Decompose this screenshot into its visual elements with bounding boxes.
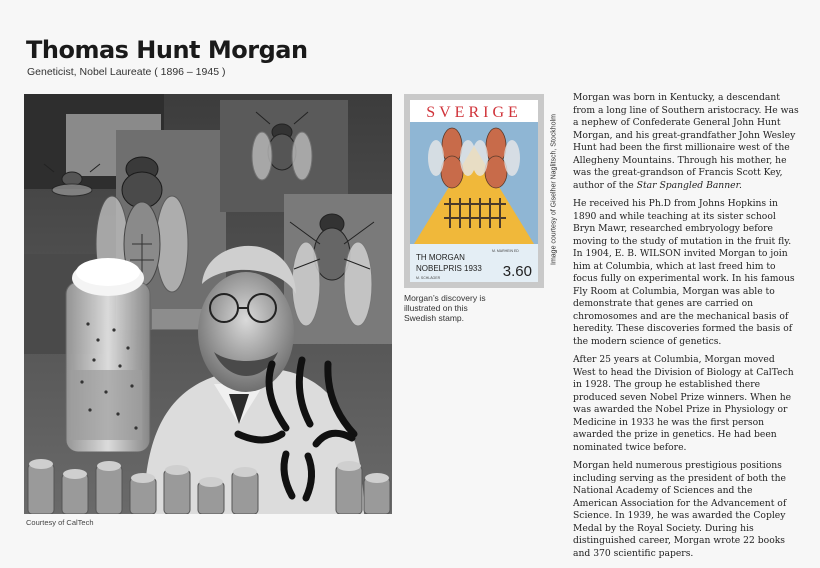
stamp-engraver: M. SCHLÄGER — [416, 276, 441, 280]
stamp-value: 3.60 — [502, 263, 532, 280]
bio-paragraph-3: After 25 years at Columbia, Morgan moved West to head the Division of Biology at CalTech in 1928. The group he established there produced seven Nobel Prize winners. When he was awarded the Nobel Prize in Physiology or Medicine in 1933 he was the first person awarded the prize in genetics. He had been nominated twice before. — [573, 354, 794, 453]
stamp-name: TH MORGAN — [416, 253, 465, 262]
page-title: Thomas Hunt Morgan — [26, 36, 308, 64]
image-credit: Courtesy of CalTech — [26, 518, 94, 527]
stamp-credit — [550, 90, 559, 290]
stamp-caption: Morgan’s discovery is illustrated on this Swedish stamp. — [404, 293, 486, 323]
stamp-designer: M. MARHEIN ED — [492, 249, 519, 253]
bio-paragraph-4: Morgan held numerous prestigious positions including serving as the president of both the National Academy of Sciences and the American Association for the Advancement of Science. In 1939, he was awarded the Copley Medal by the Royal Society. During his distinguished career, Morgan wrote 22 books and 370 scientific papers. — [573, 460, 787, 559]
bio-paragraph-1-emphasis: Star Spangled Banner. — [636, 179, 742, 191]
stamp-country: SVERIGE — [426, 104, 522, 121]
morgan-portrait-image — [24, 94, 392, 514]
stamp-year-line: NOBELPRIS 1933 — [416, 264, 482, 273]
bio-paragraph-1-text: Morgan was born in Kentucky, a descendant from a long line of Southern aristocracy. He was a nephew of Confederate General John Hunt Morgan, and his great-grandfather John Wesley Hunt had been the first millionaire west of the Allegheny Mountains. Through his mother, he was the great-grandson of Francis Scott Key, author of the — [573, 92, 799, 191]
bio-paragraph-1 — [573, 92, 799, 192]
swedish-stamp-image — [404, 94, 544, 288]
bio-paragraph-2: He received his Ph.D from Johns Hopkins in 1890 and while teaching at its sister school Bryn Mawr, researched embryology before moving to the study of mutation in the fruit fly. In 1904, E. B. WILSON invited Morgan to join him at Columbia, which at last freed him to focus fully on experimental work. In his famous Fly Room at Columbia, Morgan was able to demonstrate that genes are carried on chromosomes and are the mechanical basis of heredity. These discoveries formed the basis of the modern science of genetics. — [573, 198, 795, 347]
stamp-credit-text: Image courtesy of Giselher Naglitsch, Stockholm — [550, 114, 558, 265]
biography-text — [573, 92, 799, 566]
page-subtitle: Geneticist, Nobel Laureate ( 1896 – 1945 ) — [27, 66, 226, 78]
